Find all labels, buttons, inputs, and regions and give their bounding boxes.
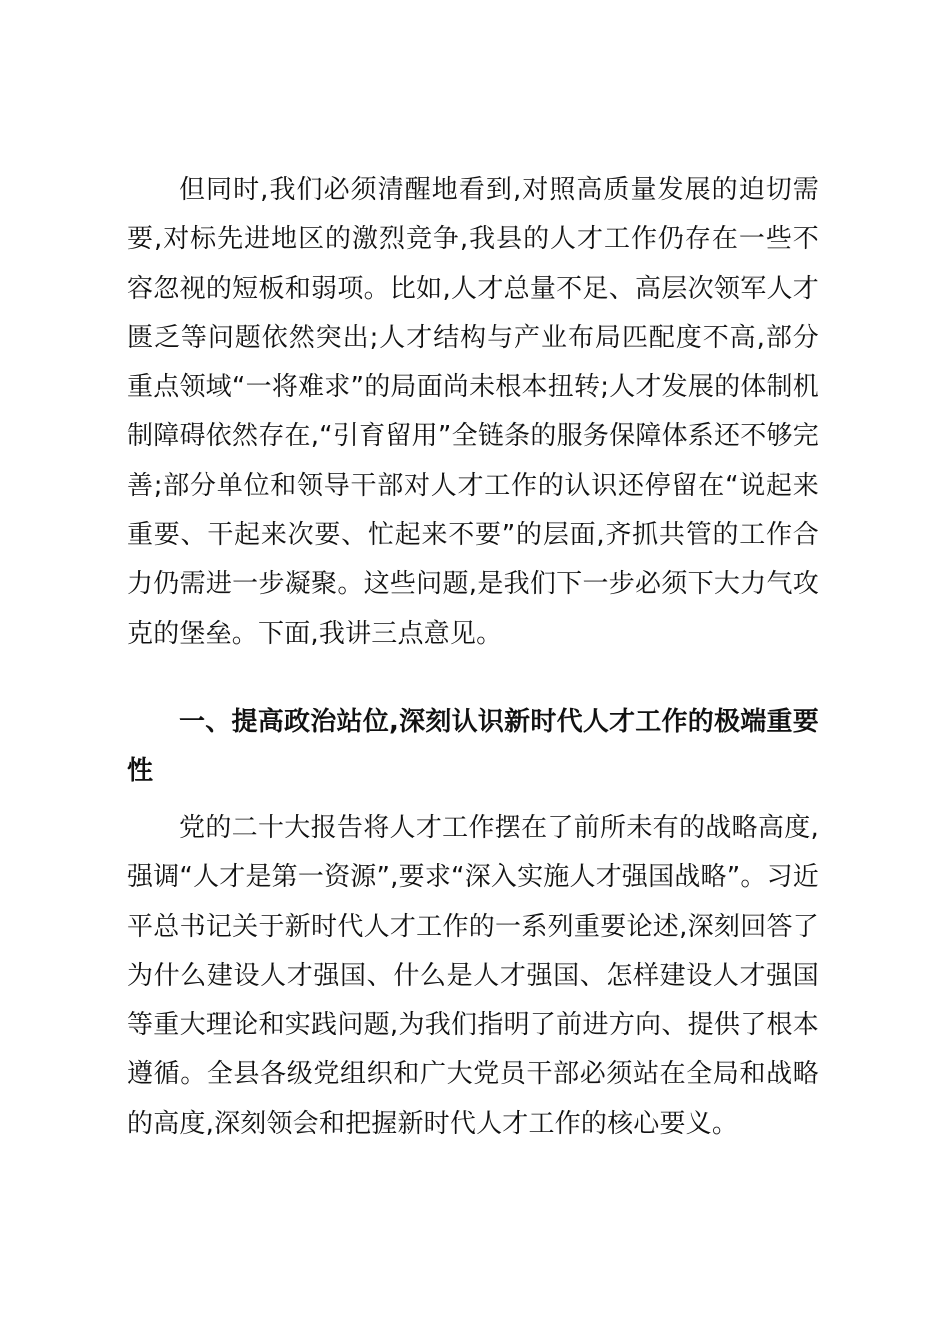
body-paragraph: 但同时,我们必须清醒地看到,对照高质量发展的迫切需要,对标先进地区的激烈竞争,我县的人才工作仍存在一些不容忽视的短板和弱项。比如,人才总量不足、高层次领军人才匮乏等问题依然突出;人才结构与产业布局匹配度不高,部分重点领域“一将难求”的局面尚未根本扭转;人才发展的体制机制障碍依然存在,“引育留用”全链条的服务保障体系还不够完善;部分单位和领导干部对人才工作的认识还停留在“说起来重要、干起来次要、忙起来不要”的层面,齐抓共管的工作合力仍需进一步凝聚。这些问题,是我们下一步必须下大力气攻克的堡垒。下面,我讲三点意见。 xyxy=(127,175,819,649)
body-paragraph: 党的二十大报告将人才工作摆在了前所未有的战略高度,强调“人才是第一资源”,要求“深入实施人才强国战略”。习近平总书记关于新时代人才工作的一系列重要论述,深刻回答了为什么建设人才强国、什么是人才强国、怎样建设人才强国等重大理论和实践问题,为我们指明了前进方向、提供了根本遵循。全县各级党组织和广大党员干部必须站在全局和战略的高度,深刻领会和把握新时代人才工作的核心要义。 xyxy=(127,813,819,1139)
section-heading: 一、提高政治站位,深刻认识新时代人才工作的极端重要性 xyxy=(127,707,819,787)
